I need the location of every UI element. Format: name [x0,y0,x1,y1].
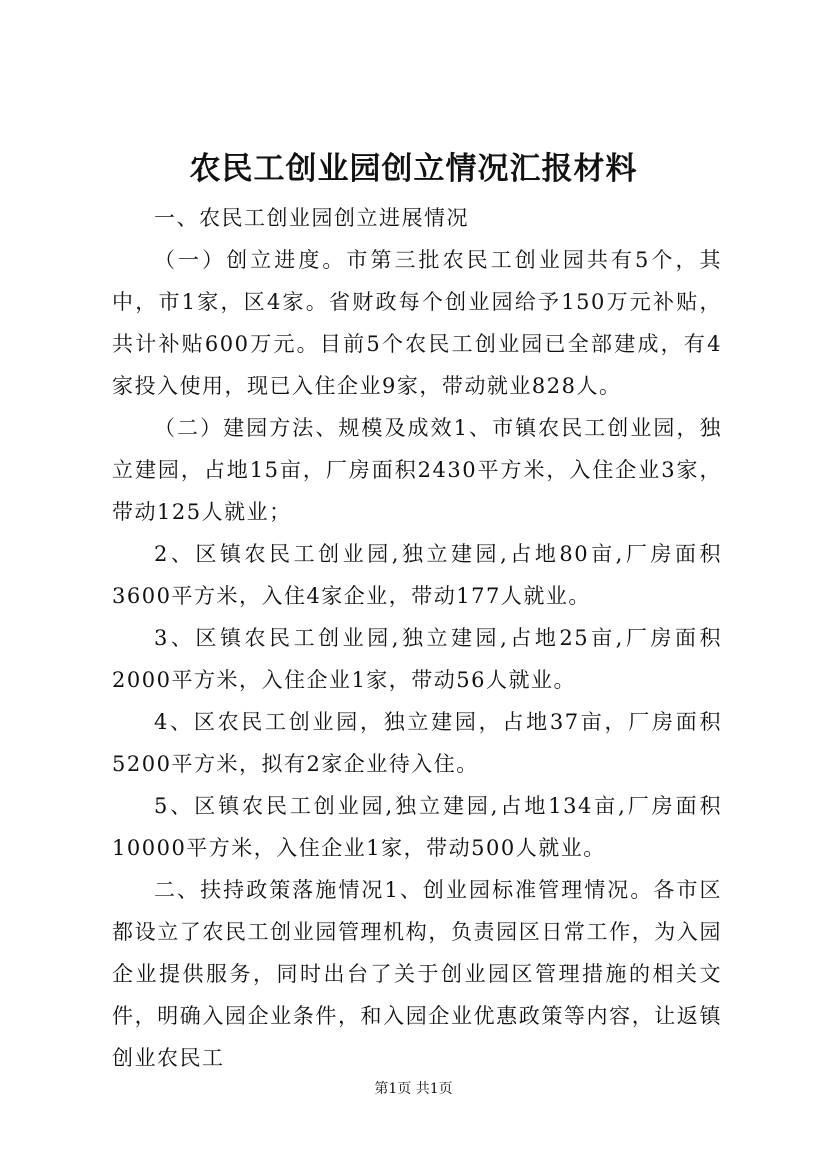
document-title: 农民工创业园创立情况汇报材料 [189,151,638,187]
section-heading-2-paragraph: 二、扶持政策落施情况1、创业园标准管理情况。各市区都设立了农民工创业园管理机构，负责园区日常工作，为入园企业提供服务，同时出台了关于创业园区管理措施的相关文件，明确入园企业条件，和入园企业优惠政策等内容，让返镇创业农民工 [112,878,722,1070]
document-body [112,197,722,1079]
paragraph: （一）创立进度。市第三批农民工创业园共有5个，其中，市1家，区4家。省财政每个创业园给予150万元补贴，共计补贴600万元。目前5个农民工创业园已全部建成，有4家投入使用，现已入住企业9家，带动就业828人。 [112,248,722,398]
paragraph: 2、区镇农民工创业园,独立建园,占地80亩,厂房面积3600平方米，入住4家企业，带动177人就业。 [112,542,722,608]
paragraph: （二）建园方法、规模及成效1、市镇农民工创业园，独立建园，占地15亩，厂房面积2430平方米，入住企业3家，带动125人就业； [112,416,722,524]
section-heading-1: 一、农民工创业园创立进展情况 [154,206,469,230]
paragraph: 4、区农民工创业园，独立建园，占地37亩，厂房面积5200平方米，拟有2家企业待入住。 [112,710,722,776]
paragraph: 3、区镇农民工创业园,独立建园,占地25亩,厂房面积2000平方米，入住企业1家，带动56人就业。 [112,626,722,692]
page-footer: 第1页 共1页 [374,1081,453,1097]
paragraph: 5、区镇农民工创业园,独立建园,占地134亩,厂房面积10000平方米，入住企业1家，带动500人就业。 [112,794,722,860]
